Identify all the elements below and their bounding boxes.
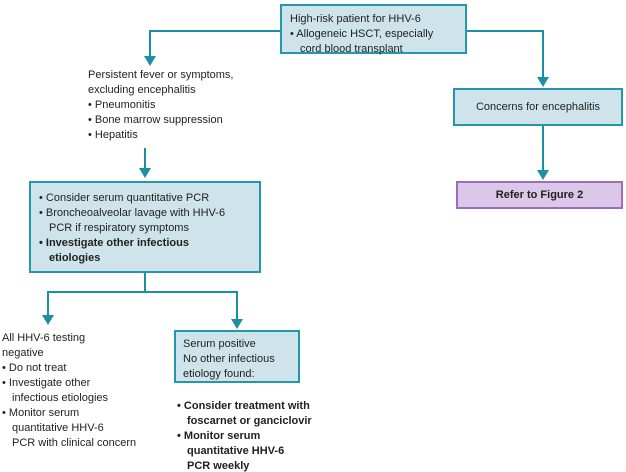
node-text-line: PCR if respiratory symptoms — [49, 222, 189, 234]
node-text-line: Persistent fever or symptoms, — [88, 69, 234, 81]
node-text-line: • Investigate other infectious — [39, 237, 189, 249]
node-text-line: negative — [2, 347, 44, 359]
node-text-line: Refer to Figure 2 — [495, 188, 584, 201]
node-serum-positive — [174, 330, 300, 383]
node-high-risk-patient — [280, 4, 467, 54]
node-text-line: Serum positive — [183, 338, 256, 350]
node-text-line: • Do not treat — [2, 362, 67, 374]
node-text-line: High-risk patient for HHV-6 — [290, 13, 421, 25]
node-concerns-encephalitis — [453, 88, 623, 126]
node-text-line: • Consider serum quantitative PCR — [39, 192, 210, 204]
node-text-line: • Consider treatment with — [177, 400, 310, 412]
node-refer-figure-2 — [456, 181, 623, 209]
node-text-line: PCR weekly — [187, 460, 250, 472]
connector-highrisk-to-fever — [150, 31, 281, 57]
node-treatment — [177, 399, 312, 472]
node-text-line: • Broncheoalveolar lavage with HHV-6 — [39, 207, 226, 219]
node-text-line: Concerns for encephalitis — [475, 100, 601, 113]
arrowhead-workup — [139, 168, 151, 178]
node-text-line: • Bone marrow suppression — [88, 114, 223, 126]
node-persistent-fever — [88, 68, 234, 143]
node-text-line: etiologies — [49, 252, 101, 264]
node-text-line: • Allogeneic HSCT, especially — [290, 28, 434, 40]
arrowhead-concerns — [537, 77, 549, 87]
arrowhead-serum — [231, 319, 243, 329]
node-text-line: • Monitor serum — [177, 430, 261, 442]
node-text-line: quantitative HHV-6 — [12, 422, 104, 434]
node-text-line: excluding encephalitis — [88, 84, 196, 96]
connector-highrisk-to-concerns — [466, 31, 543, 78]
node-text-line: PCR with clinical concern — [12, 437, 137, 449]
node-text-line: No other infectious — [183, 353, 275, 365]
node-text-line: quantitative HHV-6 — [187, 445, 285, 457]
node-text-line: infectious etiologies — [12, 392, 109, 404]
connector-workup-branch — [47, 273, 238, 292]
arrowhead-fever — [144, 56, 156, 66]
node-text-line: • Hepatitis — [88, 129, 138, 141]
node-text-line: cord blood transplant — [300, 43, 403, 55]
node-text-line: • Investigate other — [2, 377, 91, 389]
arrowhead-negative — [42, 315, 54, 325]
node-text-line: All HHV-6 testing — [2, 332, 86, 344]
node-testing-negative — [2, 331, 136, 451]
node-text-line: • Pneumonitis — [88, 99, 156, 111]
arrowhead-refer — [537, 170, 549, 180]
node-text-line: foscarnet or ganciclovir — [187, 415, 312, 427]
node-text-line: etiology found: — [183, 368, 255, 380]
node-workup-pcr — [29, 181, 261, 273]
node-text-line: • Monitor serum — [2, 407, 80, 419]
